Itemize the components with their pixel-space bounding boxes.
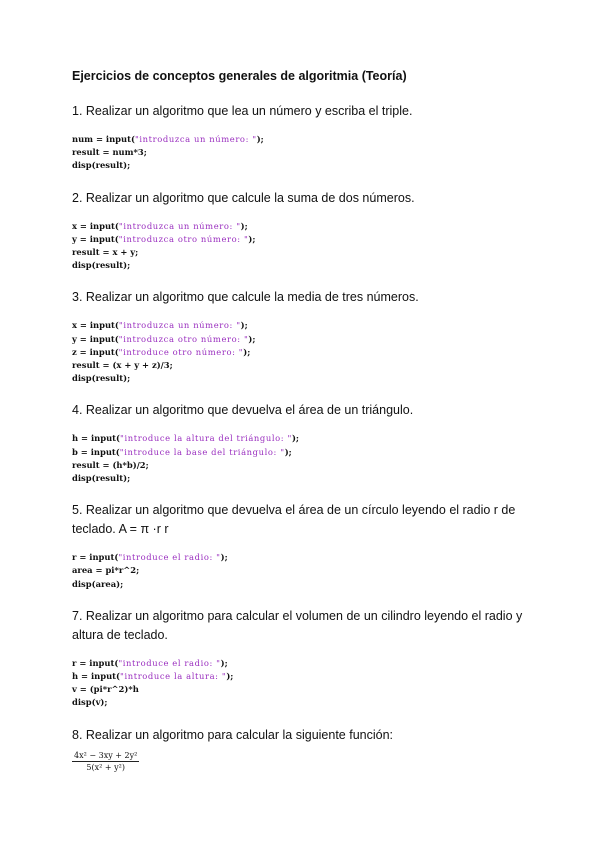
code-string: "introduzca otro número: " [118,233,249,244]
code-prefix: z = input( [72,346,119,357]
exercise-statement: 3. Realizar un algoritmo que calcule la media de tres números. [72,290,419,305]
code-block [72,220,532,273]
formula-numerator: 4x² − 3xy + 2y² [74,750,138,760]
exercise-statement: 2. Realizar un algoritmo que calcule la suma de dos números. [72,190,415,205]
code-prefix: result = (x + y + z)/3; [72,360,173,371]
code-prefix: h = input( [72,671,120,682]
code-line [72,146,532,159]
document-title: Ejercicios de conceptos generales de algoritmia (Teoría) [72,69,407,83]
code-line [72,432,532,445]
code-prefix: v = (pi*r^2)*h [72,684,139,695]
formula [72,751,139,772]
code-line [72,472,532,485]
code-line [72,564,532,577]
code-string: "introduzca otro número: " [118,333,249,344]
code-suffix: ); [220,657,228,668]
code-line [72,459,532,472]
code-suffix: ); [248,233,256,244]
code-prefix: result = num*3; [72,147,147,158]
code-line [72,346,532,359]
code-prefix: b = input( [72,446,120,457]
code-string: "introduzca un número: " [118,320,241,331]
exercise-3 [72,288,532,385]
code-string: "introduce otro número: " [118,346,244,357]
code-prefix: disp(area); [72,578,124,589]
code-prefix: x = input( [72,320,119,331]
code-prefix: disp(result); [72,373,131,384]
exercise-5 [72,501,532,591]
code-prefix: r = input( [72,657,119,668]
code-prefix: disp(v); [72,697,108,708]
code-line [72,246,532,259]
code-block [72,432,532,485]
code-line [72,359,532,372]
exercise-statement: 8. Realizar un algoritmo para calcular la siguiente función: [72,727,394,742]
code-line [72,319,532,332]
code-suffix: ); [248,333,256,344]
code-string: "introduce la altura: " [120,671,227,682]
code-prefix: r = input( [72,552,119,563]
code-line [72,159,532,172]
exercise-6 [72,607,532,710]
exercise-8 [72,726,532,775]
code-prefix: disp(result); [72,260,131,271]
code-block [72,657,532,710]
code-suffix: ); [220,552,228,563]
code-prefix: disp(result); [72,160,131,171]
exercise-4 [72,401,532,485]
code-suffix: ); [256,134,264,144]
code-prefix: result = x + y; [72,247,139,258]
code-line [72,578,532,591]
code-prefix: num = input( [72,134,135,144]
code-suffix: ); [240,320,248,331]
code-line [72,446,532,459]
document-page [72,68,532,791]
exercise-2 [72,189,532,273]
code-suffix: ); [284,446,292,457]
code-prefix: h = input( [72,433,120,444]
code-line [72,696,532,709]
code-prefix: result = (h*b)/2; [72,459,149,470]
code-line [72,657,532,670]
code-line [72,133,532,146]
exercise-statement: 4. Realizar un algoritmo que devuelva el área de un triángulo. [72,403,414,418]
code-string: "introduzca un número: " [118,220,241,231]
code-prefix: x = input( [72,220,119,231]
code-string: "introduce el radio: " [118,552,221,563]
code-string: "introduce la altura del triángulo: " [120,433,292,444]
exercise-statement: 1. Realizar un algoritmo que lea un número y escriba el triple. [72,104,413,118]
exercise-list [72,102,532,710]
code-suffix: ); [226,671,234,682]
code-line [72,220,532,233]
code-prefix: area = pi*r^2; [72,565,140,576]
code-line [72,683,532,696]
exercise-1 [72,102,532,173]
code-prefix: disp(result); [72,473,131,484]
code-line [72,551,532,564]
code-string: "introduce la base del triángulo: " [119,446,285,457]
code-string: "introduzca un número: " [134,134,257,144]
formula-denominator: 5(x² + y²) [86,762,125,772]
exercise-statement: 7. Realizar un algoritmo para calcular el volumen de un cilindro leyendo el radio y altura de teclado. [72,608,523,642]
code-line [72,670,532,683]
code-line [72,372,532,385]
code-line [72,333,532,346]
code-line [72,259,532,272]
code-block [72,319,532,385]
code-string: "introduce el radio: " [118,657,221,668]
code-block [72,551,532,591]
code-suffix: ); [240,220,248,231]
exercise-statement: 5. Realizar un algoritmo que devuelva el área de un círculo leyendo el radio r de teclado. A = π ·r r [72,503,516,537]
code-suffix: ); [243,346,251,357]
code-line [72,233,532,246]
code-prefix: y = input( [72,233,119,244]
code-block [72,133,532,173]
code-suffix: ); [291,433,299,444]
code-prefix: y = input( [72,333,119,344]
